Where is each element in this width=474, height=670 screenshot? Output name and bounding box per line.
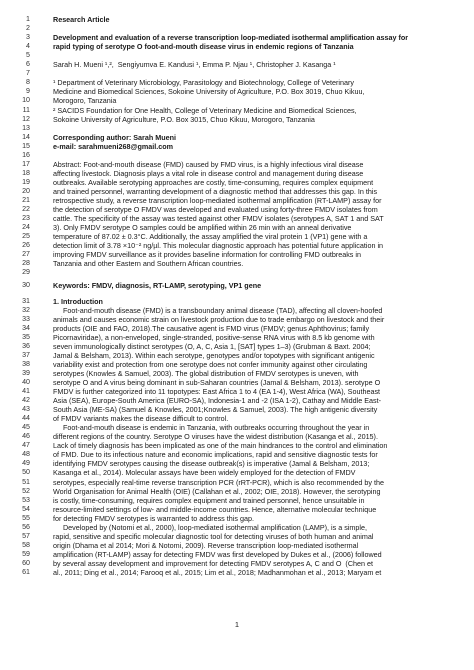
- intro-line: variability exist and protection from one serotype does not confer immunity against other circulating: [53, 359, 368, 369]
- corresponding-author: Corresponding author: Sarah Mueni: [53, 132, 176, 142]
- line-number: 53: [22, 495, 30, 504]
- intro-line: by several assay development and improvement for detecting FMDV serotypes A, C and O (Chen et: [53, 558, 373, 568]
- line-number: 55: [22, 513, 30, 522]
- paper-title-line: Development and evaluation of a reverse transcription loop-mediated isothermal amplification assay for: [53, 33, 409, 43]
- intro-line: for detecting FMDV serotypes is warranted to address this gap.: [53, 513, 254, 523]
- line-number: 24: [22, 223, 30, 232]
- abstract-line: cattle. The specificity of the assay was tested against other FMDV isolates (serotypes A, SAT 1 and SAT: [53, 214, 384, 224]
- line-number: 36: [22, 341, 30, 350]
- intro-line: Picornaviridae), a non-enveloped, single-stranded, positive-sense RNA virus with 8.5 kb genome with: [53, 332, 375, 342]
- intro-line: serotypes (Knowles & Samuel, 2003). The global distribution of FMDV serotypes is uneven, with: [53, 368, 359, 378]
- intro-line: of FMD. Due to its infectious nature and economic implications, rapid and sensitive diagnostic tests for: [53, 450, 378, 460]
- line-number: 18: [22, 168, 30, 177]
- line-number: 4: [26, 42, 30, 51]
- line-number: 29: [22, 268, 30, 277]
- intro-line: is costly, time-consuming, requires complex equipment and trained personnel, hence unsuitable in: [53, 495, 365, 505]
- intro-line: Foot-and-mouth disease (FMD) is a transboundary animal disease (TAD), affecting all cloven-hoofed: [53, 305, 383, 315]
- abstract-line: affecting livestock. Diagnosis plays a vital role in disease control and management during disease: [53, 168, 364, 178]
- abstract-line: temperature of 87.02 ± 0.3°C. Additionally, the assay amplified the viral protein 1 (VP1) gene with a: [53, 232, 368, 242]
- abstract-line: retrospective study, a reverse transcription loop-mediated isothermal amplification (RT-LAMP) assay for: [53, 196, 382, 205]
- abstract-line: the detection of serotype O FMDV was developed and evaluated using forty-three FMDV isolates from: [53, 205, 378, 215]
- line-number: 39: [22, 368, 30, 377]
- line-number: 7: [26, 69, 30, 78]
- intro-line: amplification (RT-LAMP) assay for detecting FMDV was first developed by Dukes et al., (2006) followed: [53, 549, 382, 559]
- line-number: 30: [22, 281, 30, 290]
- line-number: 40: [22, 377, 30, 386]
- line-number: 6: [26, 60, 30, 69]
- line-number: 34: [22, 323, 30, 332]
- intro-line: of FMDV variants makes the disease difficult to control.: [53, 414, 229, 424]
- line-number: 5: [26, 51, 30, 60]
- abstract-line: detection limit of 3.78 ×10⁻² ng/µl. This molecular diagnostic approach has potential future application in: [53, 241, 384, 251]
- line-number: 21: [22, 196, 30, 204]
- line-number: 28: [22, 259, 30, 268]
- line-number: 20: [22, 186, 30, 195]
- line-number: 33: [22, 314, 30, 323]
- line-number: 50: [22, 468, 30, 477]
- intro-line: identifying FMDV serotypes causing the disease outbreak(s) is imperative (Jamal & Belsham, 2013;: [53, 459, 370, 469]
- line-number: 51: [22, 477, 30, 486]
- affiliation-line: Morogoro, Tanzania: [53, 96, 117, 106]
- line-number: 3: [26, 33, 30, 42]
- paper-title-line: rapid typing of serotype O foot-and-mouth disease virus in endemic regions of Tanzania: [53, 42, 354, 52]
- line-number: 46: [22, 432, 30, 441]
- line-number: 42: [22, 396, 30, 405]
- line-number: 25: [22, 232, 30, 241]
- intro-line: Foot-and-mouth disease is endemic in Tanzania, with outbreaks occurring throughout the year in: [53, 423, 370, 433]
- intro-line: FMDV is further categorized into 11 topotypes: East Africa 1 to 4 (EA 1-4), West Africa (WA), Southeast: [53, 387, 381, 396]
- line-number: 41: [22, 387, 30, 395]
- abstract-line: and trained personnel, warranting development of a diagnostic method that addresses this gap. In this: [53, 186, 378, 196]
- line-number: 13: [22, 123, 30, 132]
- line-number: 23: [22, 214, 30, 223]
- corresponding-email: e-mail: sarahmueni268@gmail.com: [53, 141, 174, 151]
- line-number: 14: [22, 132, 30, 141]
- intro-line: products (OIE and FAO, 2018).The causative agent is FMD virus (FMDV; genus Aphthovirus; family: [53, 323, 370, 333]
- affiliation-line: Sokoine University of Agriculture, P.O. Box 3015, Chuo Kikuu, Morogoro, Tanzania: [53, 114, 315, 124]
- line-number: 11: [22, 105, 30, 114]
- intro-line: animals and causes economic strain on livestock production due to trade embargo on livestock and their: [53, 314, 385, 324]
- line-number: 9: [26, 87, 30, 96]
- line-number: 15: [22, 141, 30, 150]
- intro-line: different regions of the country. Serotype O viruses have the widest distribution (Kasanga et al., 2015).: [53, 432, 378, 442]
- line-number: 52: [22, 486, 30, 495]
- line-number: 60: [22, 558, 30, 567]
- line-number: 38: [22, 359, 30, 368]
- line-number: 56: [22, 522, 30, 531]
- line-number: 47: [22, 441, 30, 450]
- article-type: Research Article: [53, 15, 110, 24]
- abstract-line: improving FMDV surveillance as it provides baseline information for controlling FMD outbreaks in: [53, 250, 361, 260]
- line-number: 45: [22, 423, 30, 432]
- abstract-line: 3). Only FMDV serotype O samples could be amplified within 26 min with an anneal derivative: [53, 223, 352, 233]
- intro-line: al., 2011; Ding et al., 2014; Farooq et al., 2015; Lim et al., 2018; Madhanmohan et al., 2013; Maryam et: [53, 568, 382, 577]
- line-number: 35: [22, 332, 30, 341]
- line-number: 59: [22, 549, 30, 558]
- page-number: 1: [234, 620, 240, 629]
- line-number: 12: [22, 114, 30, 123]
- intro-line: seven immunologically distinct serotypes (O, A, C, Asia 1, [SAT] types 1–3) (Grubman & Baxt. 2004;: [53, 341, 371, 351]
- affiliation-line: ² SACIDS Foundation for One Health, College of Veterinary Medicine and Biomedical Sciences,: [53, 105, 357, 115]
- line-number: 37: [22, 350, 30, 359]
- line-number: 19: [22, 177, 30, 186]
- section-heading: 1. Introduction: [53, 296, 103, 306]
- line-number: 31: [22, 296, 30, 305]
- line-number: 58: [22, 540, 30, 549]
- line-number: 49: [22, 459, 30, 468]
- line-number: 57: [22, 531, 30, 540]
- line-number: 17: [22, 159, 30, 168]
- keywords: Keywords: FMDV, diagnosis, RT-LAMP, serotyping, VP1 gene: [53, 281, 262, 291]
- intro-line: rapid, sensitive and specific molecular diagnostic tool for detecting viruses of both human and animal: [53, 531, 374, 541]
- line-number: 43: [22, 405, 30, 414]
- abstract-line: Abstract: Foot-and-mouth disease (FMD) caused by FMD virus, is a highly infectious viral disease: [53, 159, 364, 169]
- line-number: 27: [22, 250, 30, 259]
- affiliation-line: ¹ Department of Veterinary Microbiology, Parasitology and Biotechnology, College of Veterinary: [53, 78, 354, 88]
- line-number: 1: [26, 15, 30, 23]
- intro-line: serotypes, especially real-time reverse transcription PCR (rRT-PCR), which is also recommended by the: [53, 477, 385, 487]
- line-number: 26: [22, 241, 30, 250]
- intro-line: South Asia (ME-SA) (Samuel & Knowles, 2001;Knowles & Samuel, 2003). The high antigenic diversity: [53, 405, 378, 415]
- intro-line: Asia (SEA), Europe-South America (EURO-SA), Indonesia-1 and -2 (ISA 1-2), Cathay and Middle East-: [53, 396, 381, 406]
- author-list: Sarah H. Mueni ¹,², Sengiyumva E. Kandusi ¹, Emma P. Njau ¹, Christopher J. Kasanga ¹: [53, 60, 336, 70]
- intro-line: World Organisation for Animal Health (OIE) (Callahan et al., 2002; OIE, 2018). However, the serotyping: [53, 486, 381, 496]
- line-number: 48: [22, 450, 30, 459]
- line-number: 16: [22, 150, 30, 159]
- line-number: 10: [22, 96, 30, 105]
- intro-line: serotype O and A virus being dominant in sub-Saharan countries (Jamal & Belsham, 2013). serotype O: [53, 377, 381, 387]
- intro-line: Developed by (Notomi et al., 2000), loop-mediated isothermal amplification (LAMP), is a simple,: [53, 522, 367, 532]
- line-number: 44: [22, 414, 30, 423]
- intro-line: Jamal & Belsham, 2013). Within each serotype, genotypes and/or topotypes with significant antigenic: [53, 350, 375, 360]
- line-number: 22: [22, 205, 30, 214]
- line-number: 61: [22, 568, 30, 576]
- intro-line: resource-limited settings of low- and middle-income countries. Hence, alternative molecular technique: [53, 504, 377, 514]
- line-number: 8: [26, 78, 30, 87]
- affiliation-line: Medicine and Biomedical Sciences, Sokoine University of Agriculture, P.O. Box 3019, Chuo Kikuu,: [53, 87, 365, 97]
- line-number: 2: [26, 24, 30, 33]
- line-number: 54: [22, 504, 30, 513]
- line-number: 32: [22, 305, 30, 314]
- abstract-line: Tanzania and other Eastern and Southern African countries.: [53, 259, 244, 269]
- intro-line: Kasanga et al., 2014). Molecular assays have been widely employed for the detection of FMDV: [53, 468, 356, 478]
- abstract-line: outbreaks. Available serotyping approaches are costly, time-consuming, requires complex equipment: [53, 177, 374, 187]
- intro-line: Lack of timely diagnosis has been implicated as one of the main hindrances to the control and elimination: [53, 441, 388, 451]
- intro-line: origin (Dhama et al 2014; Mori & Notomi, 2009). Reverse transcription loop-mediated isothermal: [53, 540, 359, 550]
